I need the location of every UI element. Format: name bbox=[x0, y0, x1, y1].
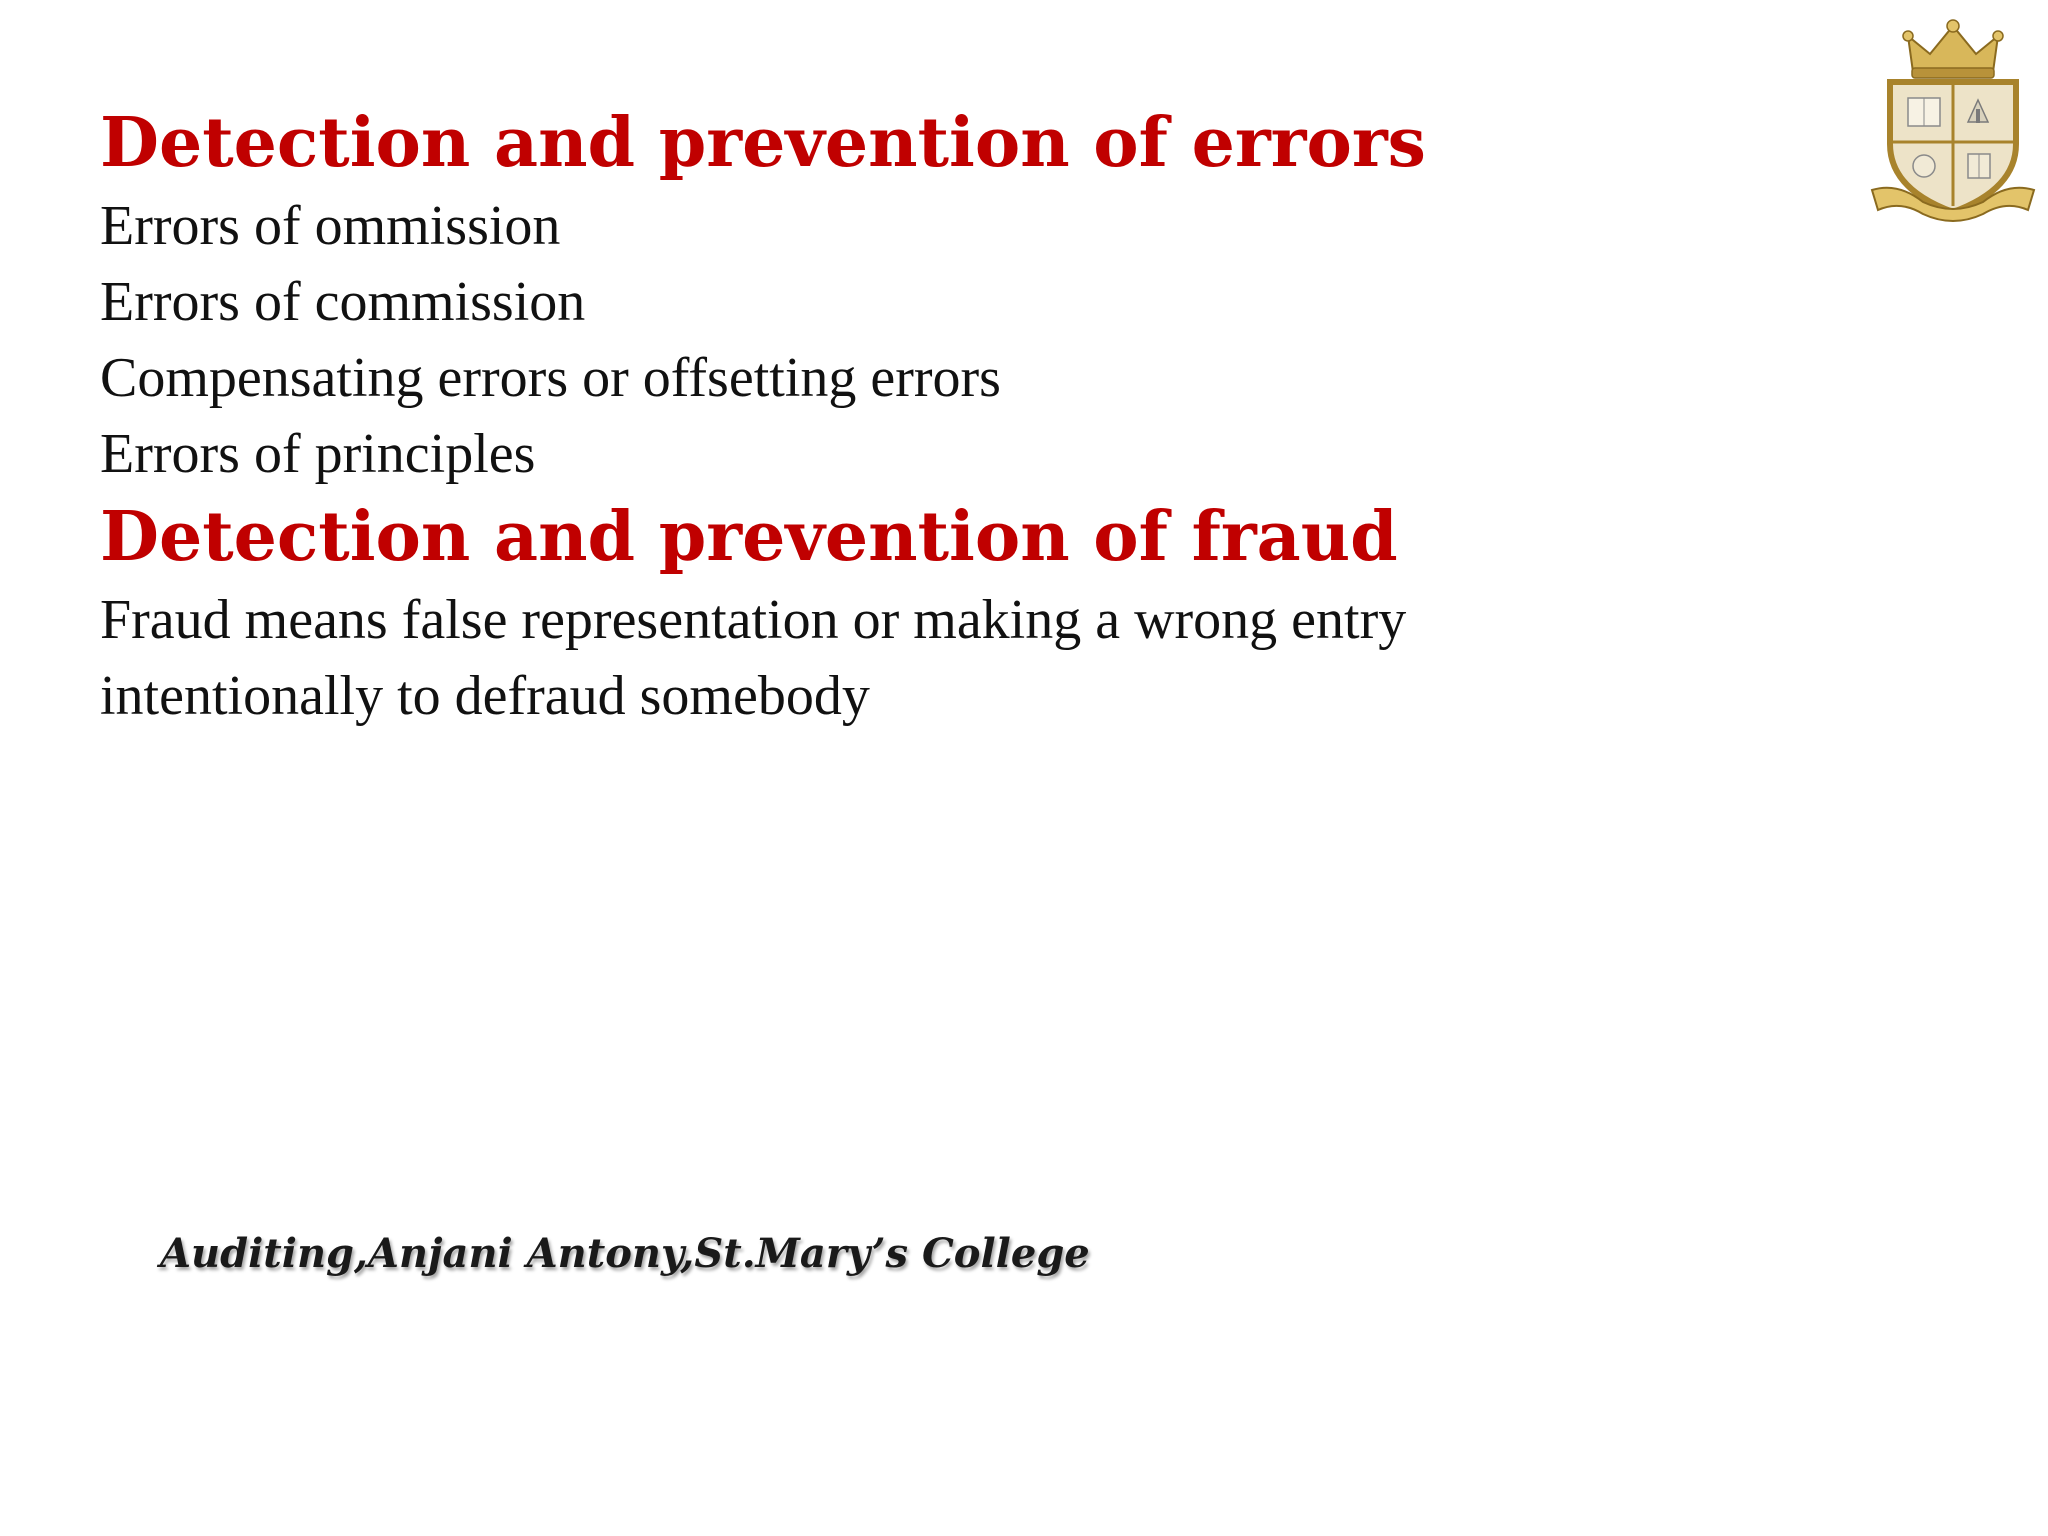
slide-footer: Auditing,Anjani Antony,St.Mary’s College bbox=[160, 1230, 1090, 1277]
error-item-omission: Errors of ommission bbox=[100, 195, 561, 257]
error-item-principles: Errors of principles bbox=[100, 423, 536, 485]
heading-fraud: Detection and prevention of fraud bbox=[100, 497, 1398, 577]
crown-icon bbox=[1903, 20, 2003, 78]
heading-errors: Detection and prevention of errors bbox=[100, 103, 1426, 183]
slide-content bbox=[100, 98, 1800, 734]
error-item-commission: Errors of commission bbox=[100, 271, 586, 333]
error-item-compensating: Compensating errors or offsetting errors bbox=[100, 347, 1001, 409]
fraud-definition: Fraud means false representation or making a wrong entry intentionally to defraud somebody bbox=[100, 589, 1407, 727]
college-crest-icon bbox=[1868, 14, 2038, 224]
